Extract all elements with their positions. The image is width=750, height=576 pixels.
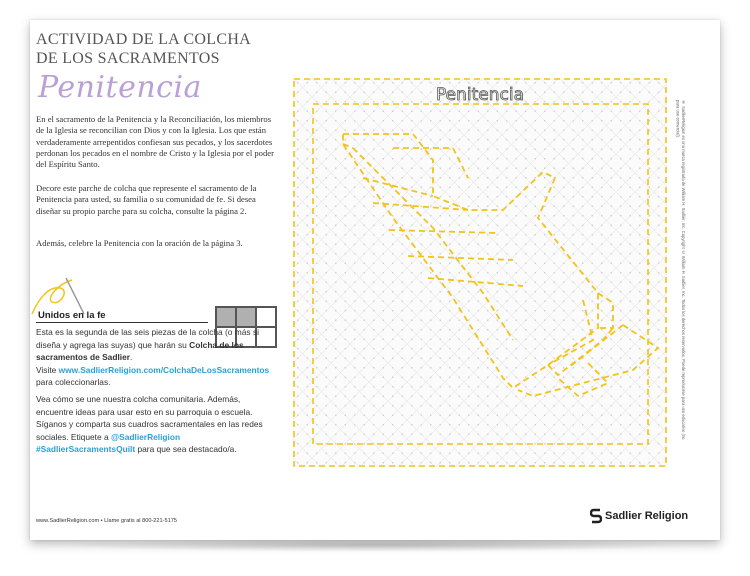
page-title: ACTIVIDAD DE LA COLCHA DE LOS SACRAMENTOS [36, 31, 251, 67]
intro-paragraph-3: Además, celebre la Penitencia con la oración de la página 3. [36, 238, 243, 248]
collect-text: para coleccionarlas. [36, 377, 111, 388]
sadlier-logo [590, 508, 688, 524]
copyright-notice: ® SadlierReligion es una marca registrada de William H. Sadlier, Inc. Copyright © William H. Sadlier, Inc. Todos los derechos reservados. Puede reproducirse para uso educativo (no para uso comercial). [675, 100, 686, 440]
quilt-cell [256, 307, 276, 327]
patch-label: Penitencia [436, 85, 524, 105]
sacrament-script-title: Penitencia [38, 70, 202, 105]
quilt-link[interactable]: www.SadlierReligion.com/ColchaDeLosSacramentos [58, 364, 270, 375]
page-shadow [60, 538, 690, 552]
quilt-cell [236, 307, 256, 327]
unidos-text-end: . [130, 352, 133, 363]
quilt-patch [293, 78, 673, 473]
hashtag-link[interactable]: #SadlierSacramentsQuilt [36, 444, 136, 455]
unidos-text: Esta es la segunda de las seis piezas de la colcha (o más si diseña y agrega las suyas) que harán su [36, 327, 259, 350]
visit-text: Visite [36, 364, 59, 375]
unidos-paragraph-1 [36, 326, 276, 389]
featured-text: para que sea destacado/a. [135, 444, 237, 455]
social-handle-link[interactable]: @SadlierReligion [110, 431, 181, 442]
unidos-paragraph-2 [36, 393, 276, 456]
quilt-name: Colcha de los sacramentos de Sadlier [36, 339, 244, 363]
footer-contact: www.SadlierReligion.com • Llame gratis al 800-221-5175 [36, 518, 177, 524]
intro-paragraph-2: Decore este parche de colcha que represente el sacramento de la Penitencia para usted, su familia o su comunidad de fe. Si desea diseñar su propio parche para su colcha, consulte la página 2. [36, 183, 257, 216]
community-text: Vea cómo se une nuestra colcha comunitaria. Además, encuentre ideas para usar esto en su parroquia o escuela. Síganos y comparta sus cuadros sacramentales en las redes sociales. Etiquete a [36, 394, 263, 442]
intro-paragraph-1: En el sacramento de la Penitencia y la Reconciliación, los miembros de la Iglesia se reconcilian con Dios y con la Iglesia. Los que están verdaderamente arrepentidos confiesan sus pecados, y los sacerdotes perdonan los pecados en el nombre de Cristo y la Iglesia por el poder del Espíritu Santo. [36, 114, 274, 170]
logo-text: Sadlier Religion [605, 510, 689, 522]
sadlier-s-icon [590, 508, 602, 524]
unidos-divider [36, 322, 208, 323]
quilt-cell [216, 307, 236, 327]
unidos-heading: Unidos en la fe [38, 310, 106, 321]
